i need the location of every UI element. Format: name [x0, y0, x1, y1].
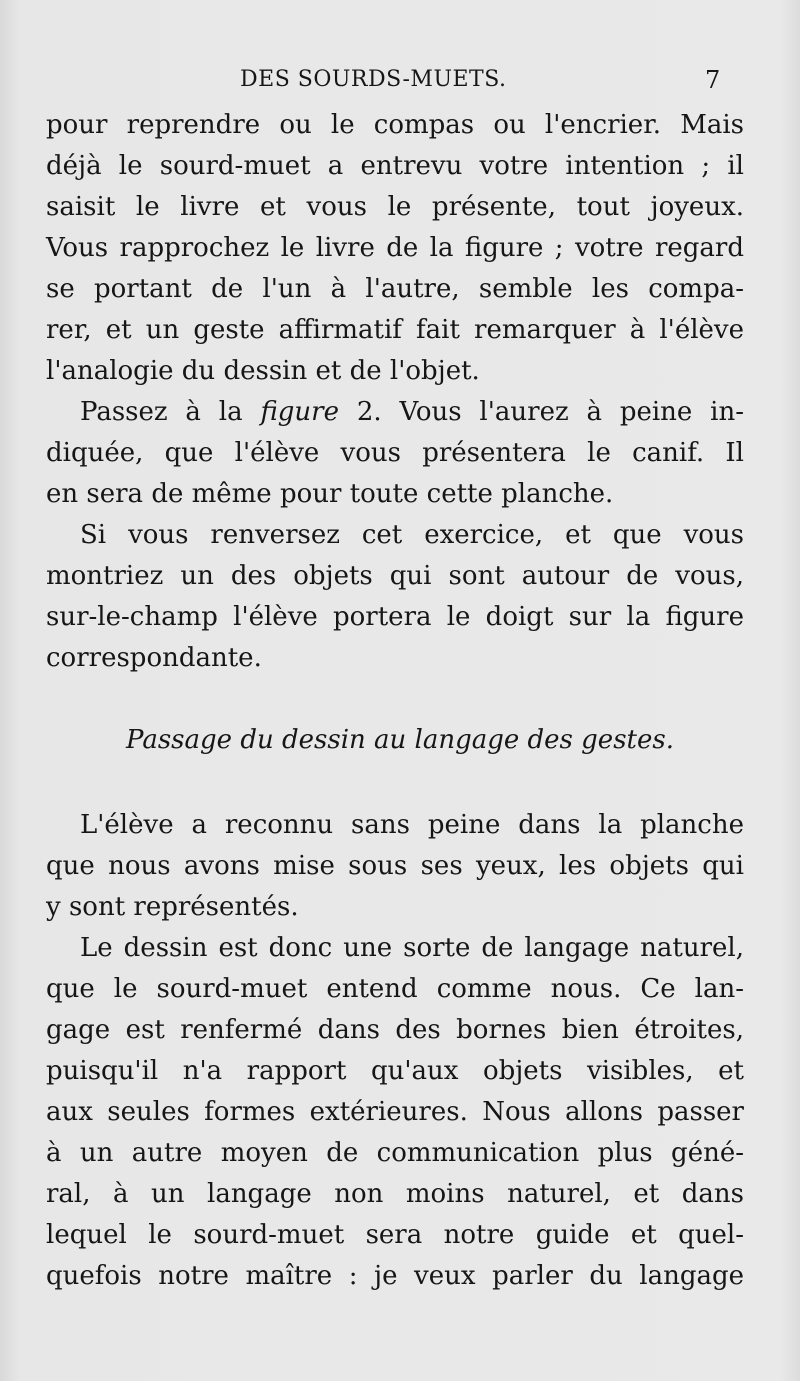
- text-line: que le sourd-muet entend comme nous. Ce lan-: [46, 974, 744, 1004]
- text-line: à un autre moyen de communication plus géné-: [46, 1138, 744, 1168]
- text-line: pour reprendre ou le compas ou l'encrier. Mais: [46, 110, 744, 140]
- text-span: 2. Vous l'aurez à peine in-: [338, 397, 744, 427]
- text-span: Passez à la: [80, 397, 261, 427]
- text-line: l'analogie du dessin et de l'objet.: [46, 356, 480, 386]
- text-line: montriez un des objets qui sont autour de vous,: [46, 561, 744, 591]
- text-line: déjà le sourd-muet a entrevu votre intention ; il: [46, 151, 744, 181]
- text-line: rer, et un geste affirmatif fait remarquer à l'élève: [46, 315, 744, 345]
- text-line: Le dessin est donc une sorte de langage naturel,: [80, 933, 744, 963]
- text-line: saisit le livre et vous le présente, tout joyeux.: [46, 192, 744, 222]
- text-line: diquée, que l'élève vous présentera le canif. Il: [46, 438, 744, 468]
- running-head-title: DES SOURDS-MUETS.: [240, 67, 507, 92]
- text-line: puisqu'il n'a rapport qu'aux objets visibles, et: [46, 1056, 744, 1086]
- text-line: correspondante.: [46, 643, 262, 673]
- text-line: y sont représentés.: [46, 892, 299, 922]
- text-line-with-italic: [46, 392, 744, 432]
- text-line: ral, à un langage non moins naturel, et dans: [46, 1179, 744, 1209]
- section-heading: Passage du dessin au langage des gestes.: [126, 725, 674, 755]
- text-line: sur-le-champ l'élève portera le doigt sur la figure: [46, 602, 744, 632]
- page-number: 7: [705, 66, 721, 94]
- text-line: lequel le sourd-muet sera notre guide et quel-: [46, 1220, 744, 1250]
- text-line: Si vous renversez cet exercice, et que vous: [80, 520, 744, 550]
- running-head: [0, 60, 800, 100]
- text-line: quefois notre maître : je veux parler du langage: [46, 1261, 744, 1291]
- text-line: gage est renfermé dans des bornes bien étroites,: [46, 1015, 744, 1045]
- text-line: en sera de même pour toute cette planche.: [46, 479, 614, 509]
- text-line: que nous avons mise sous ses yeux, les objets qui: [46, 851, 744, 881]
- text-line: se portant de l'un à l'autre, semble les compa-: [46, 274, 744, 304]
- italic-figure-word: figure: [260, 397, 339, 427]
- text-line: aux seules formes extérieures. Nous allons passer: [46, 1097, 744, 1127]
- text-line: Vous rapprochez le livre de la figure ; votre regard: [46, 233, 744, 263]
- text-line: L'élève a reconnu sans peine dans la planche: [80, 810, 744, 840]
